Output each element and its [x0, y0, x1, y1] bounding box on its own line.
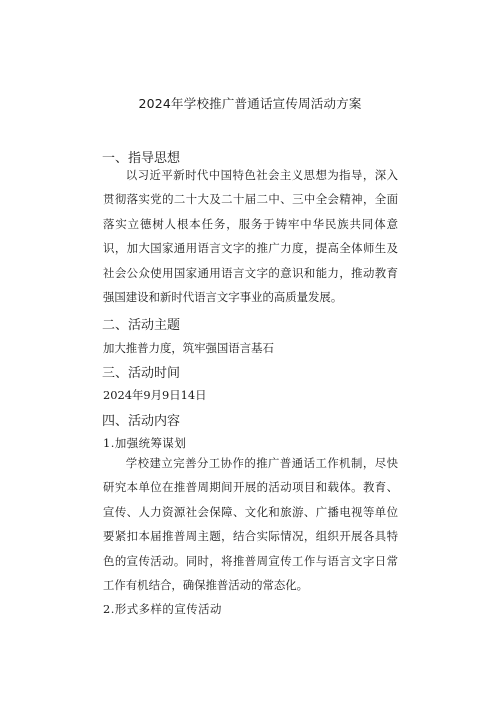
content-item-1-paragraph: 学校建立完善分工协作的推广普通话工作机制，尽快研究本单位在推普周期间开展的活动项目和载体。教育、宣传、人力资源社会保障、文化和旅游、广播电视等单位要紧扣本届推普周主题，结合实际情况，组织开展各具特色的宣传活动。同时，将推普周宣传工作与语言文字日常工作有机结合，确保推普活动的常态化。	[103, 456, 398, 593]
time-text: 2024年9月9日14日	[103, 388, 207, 402]
theme-text: 加大推普力度，筑牢强国语言基石	[103, 341, 274, 355]
document-title: 2024年学校推广普通话宣传周活动方案	[138, 96, 362, 111]
guiding-ideology-paragraph: 以习近平新时代中国特色社会主义思想为指导，深入贯彻落实党的二十大及二十届二中、三中全会精神，全面落实立德树人根本任务，服务于铸牢中华民族共同体意识，加大国家通用语言文字的推广力度，提高全体师生及社会公众使用国家通用语言文字的意识和能力，推动教育强国建设和新时代语言文字事业的高质量发展。	[103, 168, 398, 305]
section-heading-content: 四、活动内容	[102, 414, 181, 429]
section-heading-time: 三、活动时间	[102, 366, 181, 381]
section-heading-theme: 二、活动主题	[102, 318, 181, 333]
content-item-1-label: 1.加强统筹谋划	[103, 436, 187, 450]
content-item-2-label: 2.形式多样的宣传活动	[103, 602, 222, 616]
section-heading-guiding-ideology: 一、指导思想	[102, 151, 181, 166]
